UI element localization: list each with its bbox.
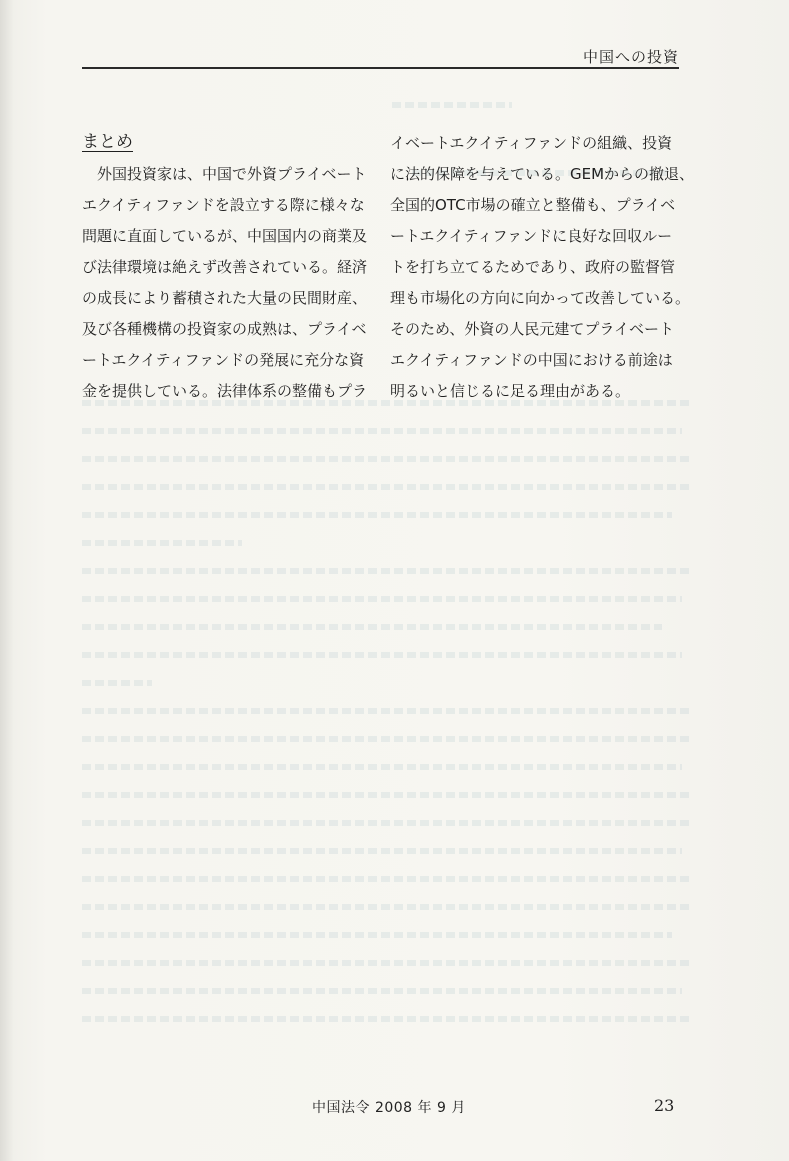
right-column [390,128,695,407]
paragraph-line: に法的保障を与えている。GEMからの撤退、 [390,165,695,183]
paragraph-line: び法律環境は絶えず改善されている。経済 [82,258,368,276]
paragraph-line: イベートエクイティファンドの組織、投資 [390,134,673,152]
header-rule [82,67,679,69]
paragraph-line: ートエクイティファンドに良好な回収ルー [390,227,673,245]
paragraph-line: ートエクイティファンドの発展に充分な資 [82,351,365,369]
paragraph-line: エクイティファンドの中国における前途は [390,351,673,369]
paragraph-line: 理も市場化の方向に向かって改善している。 [390,289,691,307]
left-column [82,128,372,407]
running-header: 中国への投資 [582,48,679,66]
spine-shadow [0,0,14,1161]
paragraph-line: そのため、外資の人民元建てプライベート [390,320,674,338]
paragraph-line: トを打ち立てるためであり、政府の監督管 [390,258,676,276]
paragraph-line: 及び各種機構の投資家の成熟は、プライベ [82,320,367,338]
paragraph-line: 外国投資家は、中国で外資プライベート [82,165,367,183]
paragraph-line: 明るいと信じるに足る理由がある。 [390,382,631,400]
section-heading: まとめ [82,132,133,152]
paragraph-line: 問題に直面しているが、中国国内の商業及 [82,227,368,245]
footer-journal-name: 中国法令 2008 年 9 月 [312,1100,466,1116]
paragraph-line: エクイティファンドを設立する際に様々な [82,196,365,214]
paragraph-line: の成長により蓄積された大量の民間財産、 [82,289,368,307]
paragraph-line: 金を提供している。法律体系の整備もプラ [82,382,368,400]
page-number: 23 [654,1096,675,1115]
paragraph-line: 全国的OTC市場の確立と整備も、プライベ [390,196,676,214]
